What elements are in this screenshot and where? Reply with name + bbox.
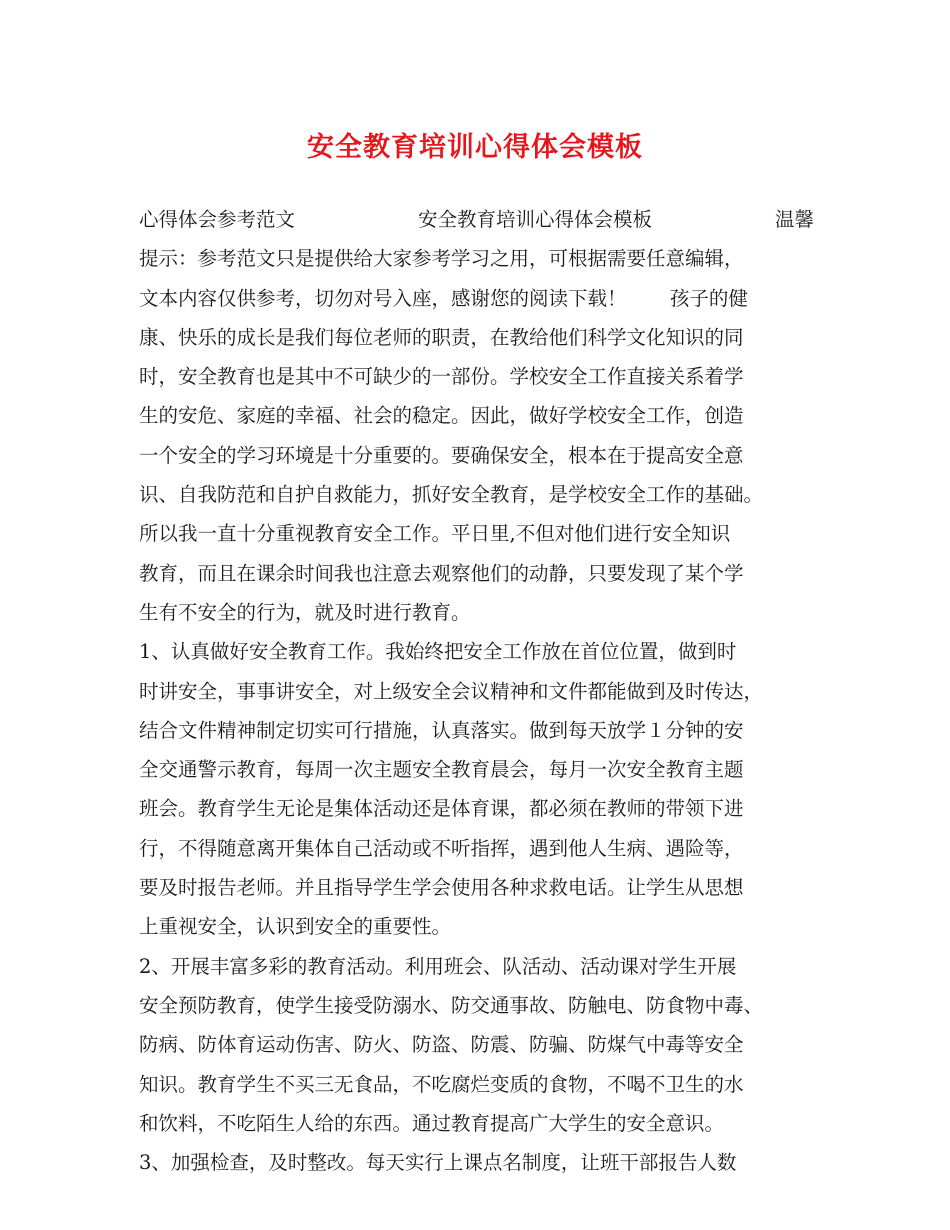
- text-line: 时讲安全，事事讲安全，对上级安全会议精神和文件都能做到及时传达，: [139, 679, 764, 703]
- text-line: 提示：参考范文只是提供给大家参考学习之用，可根据需要任意编辑，: [139, 247, 744, 271]
- text-line: 教育，而且在课余时间我也注意去观察他们的动静，只要发现了某个学: [139, 561, 744, 585]
- document-title: 安全教育培训心得体会模板: [307, 132, 643, 163]
- text-line: 3、加强检查，及时整改。每天实行上课点名制度，让班干部报告人数: [139, 1151, 737, 1175]
- text-line: 文本内容仅供参考，切勿对号入座，感谢您的阅读下载！ 孩子的健: [139, 286, 748, 310]
- text-line: 康、快乐的成长是我们每位老师的职责，在教给他们科学文化知识的同: [139, 325, 744, 349]
- text-line: 防病、防体育运动伤害、防火、防盗、防震、防骗、防煤气中毒等安全: [139, 1033, 744, 1057]
- text-line: 上重视安全，认识到安全的重要性。: [139, 915, 452, 939]
- text-line: 要及时报告老师。并且指导学生学会使用各种求救电话。让学生从思想: [139, 876, 744, 900]
- text-line: 识、自我防范和自护自救能力，抓好安全教育，是学校安全工作的基础。: [139, 483, 764, 507]
- text-line: 一个安全的学习环境是十分重要的。要确保安全，根本在于提高安全意: [139, 443, 744, 467]
- text-line: 班会。教育学生无论是集体活动还是体育课，都必须在教师的带领下进: [139, 797, 744, 821]
- header-left: 心得体会参考范文: [139, 208, 296, 231]
- text-line: 和饮料，不吃陌生人给的东西。通过教育提高广大学生的安全意识。: [139, 1111, 725, 1135]
- text-line: 时，安全教育也是其中不可缺少的一部份。学校安全工作直接关系着学: [139, 365, 744, 389]
- header-line: [139, 200, 814, 239]
- text-line: 1、认真做好安全教育工作。我始终把安全工作放在首位位置，做到时: [139, 640, 737, 664]
- header-center: 安全教育培训心得体会模板: [417, 208, 652, 231]
- text-line: 2、开展丰富多彩的教育活动。利用班会、队活动、活动课对学生开展: [139, 954, 737, 978]
- text-line: 行，不得随意离开集体自己活动或不听指挥，遇到他人生病、遇险等，: [139, 836, 744, 860]
- text-line: 安全预防教育，使学生接受防溺水、防交通事故、防触电、防食物中毒、: [139, 993, 764, 1017]
- text-line: 全交通警示教育，每周一次主题安全教育晨会，每月一次安全教育主题: [139, 758, 744, 782]
- text-line: 结合文件精神制定切实可行措施，认真落实。做到每天放学１分钟的安: [139, 718, 744, 742]
- text-line: 生有不安全的行为，就及时进行教育。: [139, 600, 471, 624]
- text-line: 知识。教育学生不买三无食品，不吃腐烂变质的食物，不喝不卫生的水: [139, 1072, 744, 1096]
- text-line: 生的安危、家庭的幸福、社会的稳定。因此，做好学校安全工作，创造: [139, 404, 744, 428]
- document-body: [139, 200, 814, 1182]
- header-right: 温馨: [774, 208, 814, 231]
- text-line: 所以我一直十分重视教育安全工作。平日里,不但对他们进行安全知识: [139, 522, 731, 546]
